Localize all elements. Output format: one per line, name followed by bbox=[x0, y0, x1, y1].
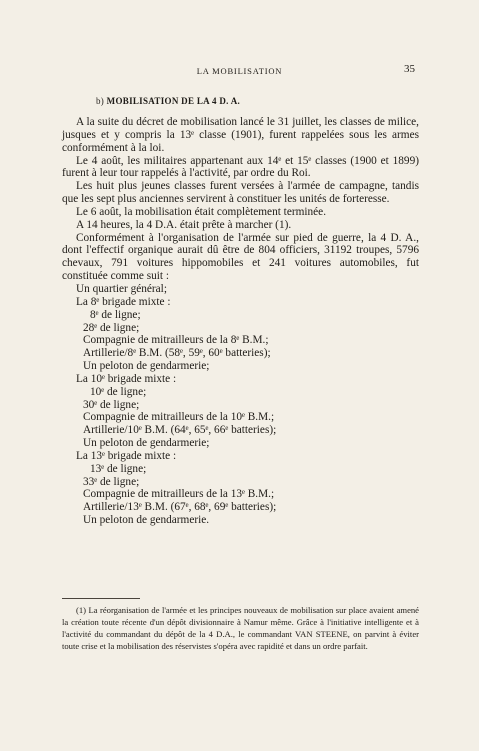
list-item: Un peloton de gendarmerie; bbox=[83, 360, 210, 373]
section-title: MOBILISATION DE LA 4 D. A. bbox=[106, 96, 241, 106]
brigade-title: La 13ᵉ brigade mixte : bbox=[76, 449, 177, 462]
brigade-title: La 10ᵉ brigade mixte : bbox=[76, 372, 177, 385]
list-item: 8ᵉ de ligne; bbox=[90, 308, 141, 321]
list-item: Artillerie/10ᵉ B.M. (64ᵉ, 65ᵉ, 66ᵉ batteries); bbox=[83, 424, 277, 437]
list-item: Artillerie/13ᵉ B.M. (67ᵉ, 68ᵉ, 69ᵉ batteries); bbox=[83, 501, 277, 514]
footnote bbox=[62, 605, 419, 653]
paragraph-3: Les huit plus jeunes classes furent versées à l'armée de campagne, tandis que les sept plus anciennes servirent à constituer les unités de forteresse. bbox=[62, 180, 419, 206]
running-head bbox=[0, 63, 479, 77]
list-item: Compagnie de mitrailleurs de la 13ᵉ B.M.; bbox=[83, 488, 275, 501]
list-item: Un peloton de gendarmerie. bbox=[83, 514, 210, 527]
paragraph-2: Le 4 août, les militaires appartenant aux 14ᵉ et 15ᵉ classes (1900 et 1899) furent à leur tour rappelés à l'activité, par ordre du Roi. bbox=[62, 154, 419, 180]
section-marker: b) bbox=[96, 96, 105, 106]
page-number: 35 bbox=[404, 63, 415, 75]
list-item: Compagnie de mitrailleurs de la 10ᵉ B.M.; bbox=[83, 411, 275, 424]
paragraph-1: A la suite du décret de mobilisation lancé le 31 juillet, les classes de milice, jusques et y compris la 13ᵉ classe (1901), furent rappelées sous les armes conformément à la loi. bbox=[62, 116, 419, 154]
list-item: 10ᵉ de ligne; bbox=[90, 385, 147, 398]
list-item: 13ᵉ de ligne; bbox=[90, 462, 147, 475]
footnote-text: (1) La réorganisation de l'armée et les principes nouveaux de mobilisation sur place avaient amené la création toute récente d'un dépôt divisionnaire à Namur même. Grâce à l'initiative intelligente et à l'activité du commandant du dépôt de la 4 D.A., le commandant VAN STEENE, on parvint à éviter toute crise et la mobilisation des réservistes s'opéra avec rapidité et dans un ordre parfait. bbox=[62, 605, 419, 651]
list-item: Compagnie de mitrailleurs de la 8ᵉ B.M.; bbox=[83, 334, 269, 347]
list-item: 28ᵉ de ligne; bbox=[83, 321, 140, 334]
body-text bbox=[62, 116, 419, 527]
footnote-divider bbox=[62, 598, 140, 599]
list-item: Un peloton de gendarmerie; bbox=[83, 437, 210, 450]
running-title: LA MOBILISATION bbox=[196, 66, 283, 76]
brigade-title: La 8ᵉ brigade mixte : bbox=[76, 295, 171, 308]
list-item: Artillerie/8ᵉ B.M. (58ᵉ, 59ᵉ, 60ᵉ batteries); bbox=[83, 347, 271, 360]
list-item: 33ᵉ de ligne; bbox=[83, 475, 140, 488]
brigade-10 bbox=[62, 373, 419, 450]
hq-line: Un quartier général; bbox=[76, 282, 167, 295]
brigade-8 bbox=[62, 296, 419, 373]
paragraph-5: A 14 heures, la 4 D.A. était prête à marcher (1). bbox=[76, 218, 292, 231]
section-heading bbox=[96, 96, 240, 106]
brigade-13 bbox=[62, 450, 419, 527]
paragraph-4: Le 6 août, la mobilisation était complètement terminée. bbox=[76, 205, 327, 218]
paragraph-6: Conformément à l'organisation de l'armée sur pied de guerre, la 4 D. A., dont l'effectif organique aurait dû être de 804 officiers, 31192 troupes, 5796 chevaux, 791 voitures hippomobiles et 241 voitures automobiles, fut constituée comme suit : bbox=[62, 231, 419, 283]
list-item: 30ᵉ de ligne; bbox=[83, 398, 140, 411]
